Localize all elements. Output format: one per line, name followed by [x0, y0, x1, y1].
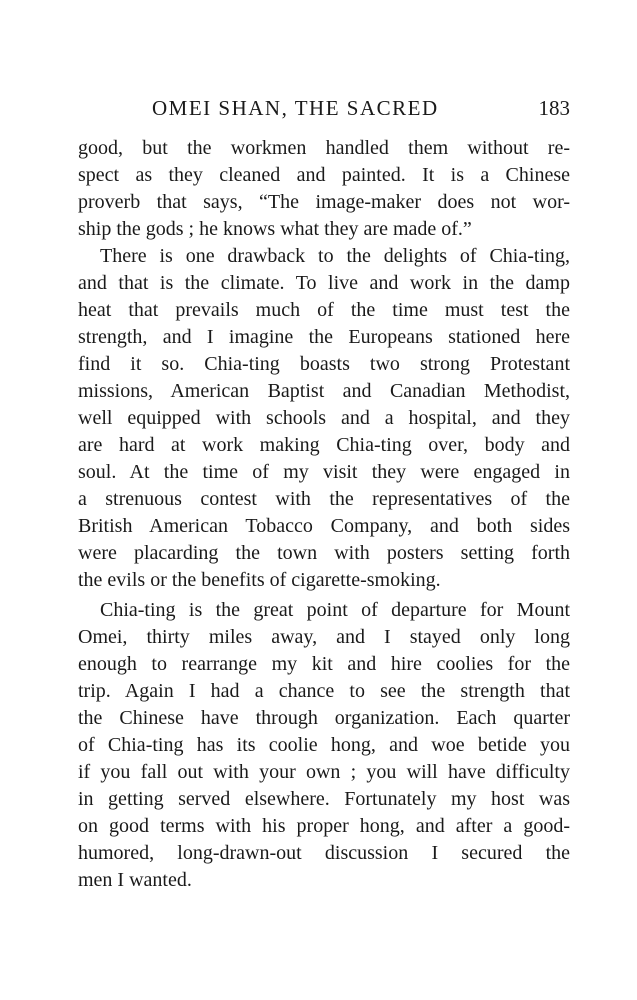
text-line: humored, long-drawn-out discussion I secured the [78, 842, 570, 864]
text-line: in getting served elsewhere. Fortunately my host was [78, 788, 570, 810]
text-line: men I wanted. [78, 869, 192, 891]
running-title: OMEI SHAN, THE SACRED [152, 96, 439, 120]
text-line: the Chinese have through organization. Each quarter [78, 707, 570, 729]
text-line: of Chia-ting has its coolie hong, and woe betide you [78, 734, 570, 756]
text-line: good, but the workmen handled them without re- [78, 137, 570, 159]
text-line: Chia-ting is the great point of departure for Mount [100, 599, 570, 621]
text-line: spect as they cleaned and painted. It is a Chinese [78, 164, 570, 186]
text-line: trip. Again I had a chance to see the strength that [78, 680, 570, 702]
text-line: and that is the climate. To live and work in the damp [78, 272, 570, 294]
text-line: strength, and I imagine the Europeans stationed here [78, 326, 570, 348]
text-line: the evils or the benefits of cigarette-smoking. [78, 569, 441, 591]
text-line: Omei, thirty miles away, and I stayed only long [78, 626, 570, 648]
running-head [78, 96, 570, 126]
text-line: missions, American Baptist and Canadian Methodist, [78, 380, 570, 402]
text-line: heat that prevails much of the time must test the [78, 299, 570, 321]
text-line: a strenuous contest with the representatives of the [78, 488, 570, 510]
text-line: There is one drawback to the delights of Chia-ting, [100, 245, 570, 267]
text-line: ship the gods ; he knows what they are made of.” [78, 218, 472, 240]
text-line: find it so. Chia-ting boasts two strong Protestant [78, 353, 570, 375]
text-line: if you fall out with your own ; you will have difficulty [78, 761, 570, 783]
text-line: proverb that says, “The image-maker does not wor- [78, 191, 570, 213]
text-line: soul. At the time of my visit they were engaged in [78, 461, 570, 483]
text-line: enough to rearrange my kit and hire coolies for the [78, 653, 570, 675]
text-line: well equipped with schools and a hospital, and they [78, 407, 570, 429]
text-line: were placarding the town with posters setting forth [78, 542, 570, 564]
page-number: 183 [538, 96, 570, 120]
text-line: British American Tobacco Company, and both sides [78, 515, 570, 537]
text-line: are hard at work making Chia-ting over, body and [78, 434, 570, 456]
text-line: on good terms with his proper hong, and after a good- [78, 815, 570, 837]
